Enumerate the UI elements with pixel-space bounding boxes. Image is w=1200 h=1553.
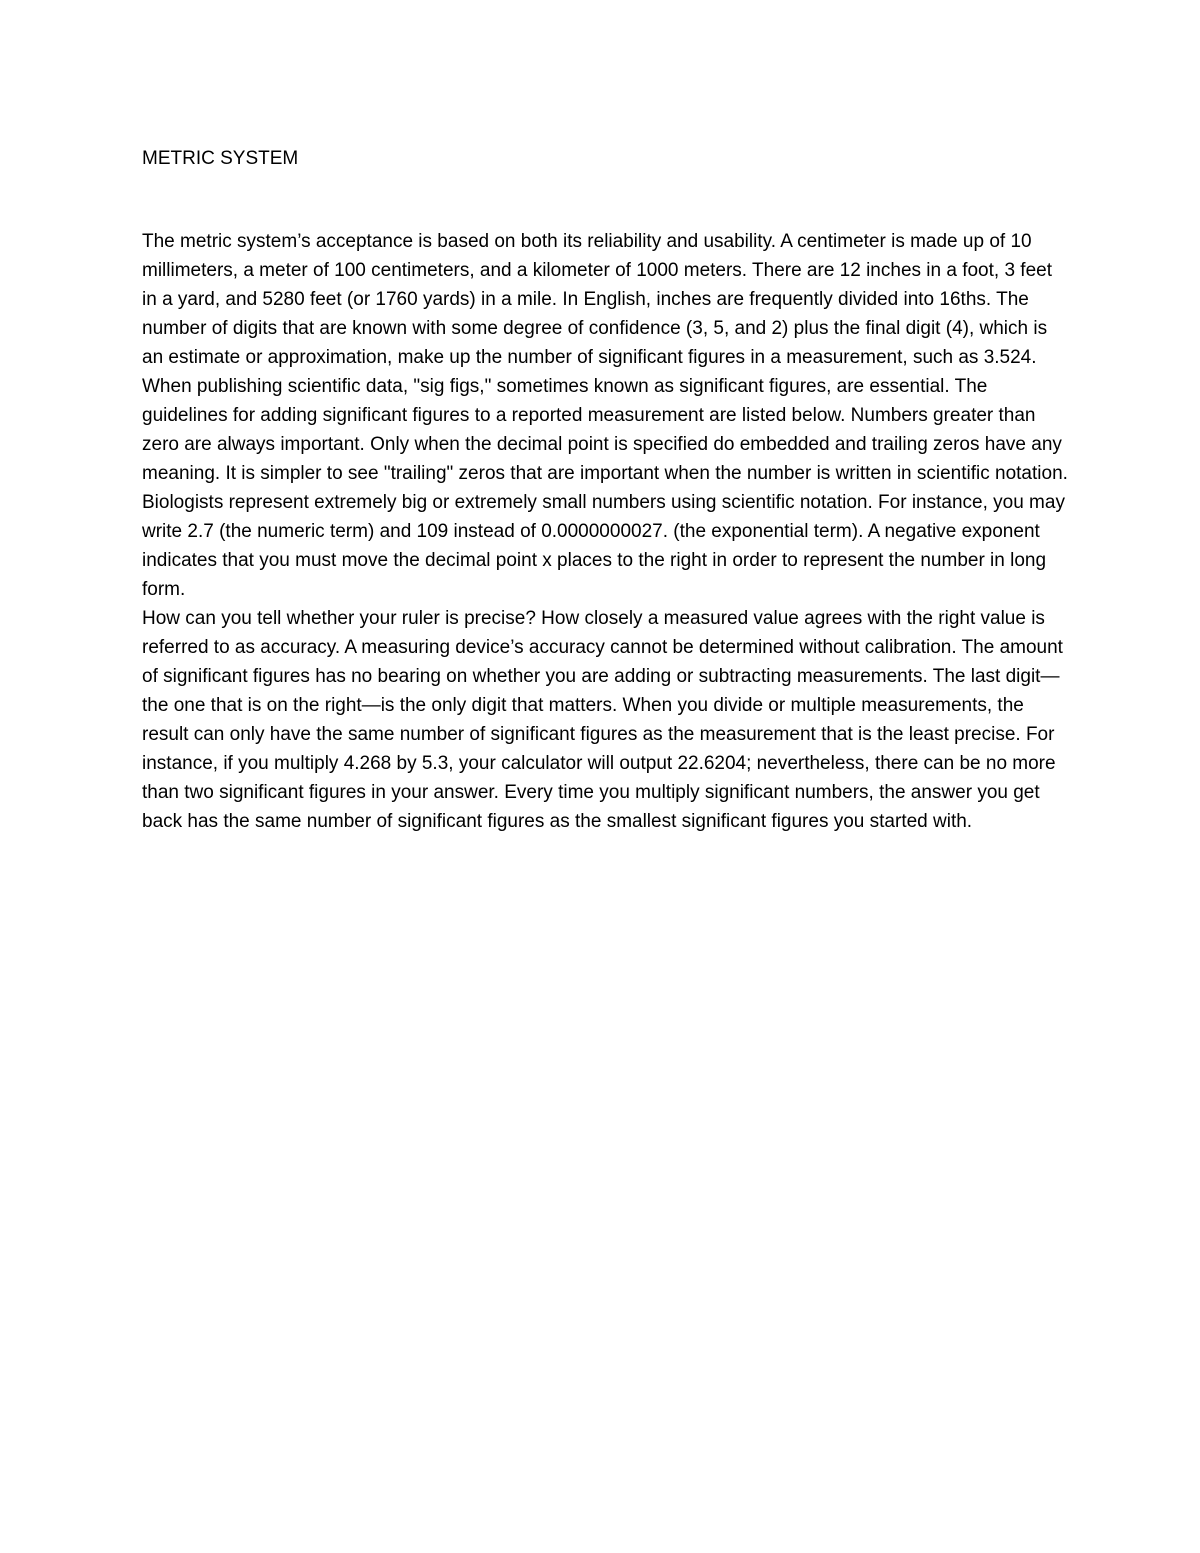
document-body bbox=[142, 227, 1072, 836]
body-paragraph-2: How can you tell whether your ruler is precise? How closely a measured value agrees with the right value is referred to as accuracy. A measuring device’s accuracy cannot be determined without calibration. The amount of significant figures has no bearing on whether you are adding or subtracting measurements. The last digit—the one that is on the right—is the only digit that matters. When you divide or multiple measurements, the result can only have the same number of significant figures as the measurement that is the least precise. For instance, if you multiply 4.268 by 5.3, your calculator will output 22.6204; nevertheless, there can be no more than two significant figures in your answer. Every time you multiply significant numbers, the answer you get back has the same number of significant figures as the smallest significant figures you started with. bbox=[142, 608, 1063, 832]
document-title: METRIC SYSTEM bbox=[142, 148, 299, 169]
body-paragraph-1: The metric system’s acceptance is based on both its reliability and usability. A centimeter is made up of 10 millimeters, a meter of 100 centimeters, and a kilometer of 1000 meters. There are 12 inches in a foot, 3 feet in a yard, and 5280 feet (or 1760 yards) in a mile. In English, inches are frequently divided into 16ths. The number of digits that are known with some degree of confidence (3, 5, and 2) plus the final digit (4), which is an estimate or approximation, make up the number of significant figures in a measurement, such as 3.524. When publishing scientific data, "sig figs," sometimes known as significant figures, are essential. The guidelines for adding significant figures to a reported measurement are listed below. Numbers greater than zero are always important. Only when the decimal point is specified do embedded and trailing zeros have any meaning. It is simpler to see "trailing" zeros that are important when the number is written in scientific notation. Biologists represent extremely big or extremely small numbers using scientific notation. For instance, you may write 2.7 (the numeric term) and 109 instead of 0.0000000027. (the exponential term). A negative exponent indicates that you must move the decimal point x places to the right in order to represent the number in long form. bbox=[142, 231, 1068, 600]
